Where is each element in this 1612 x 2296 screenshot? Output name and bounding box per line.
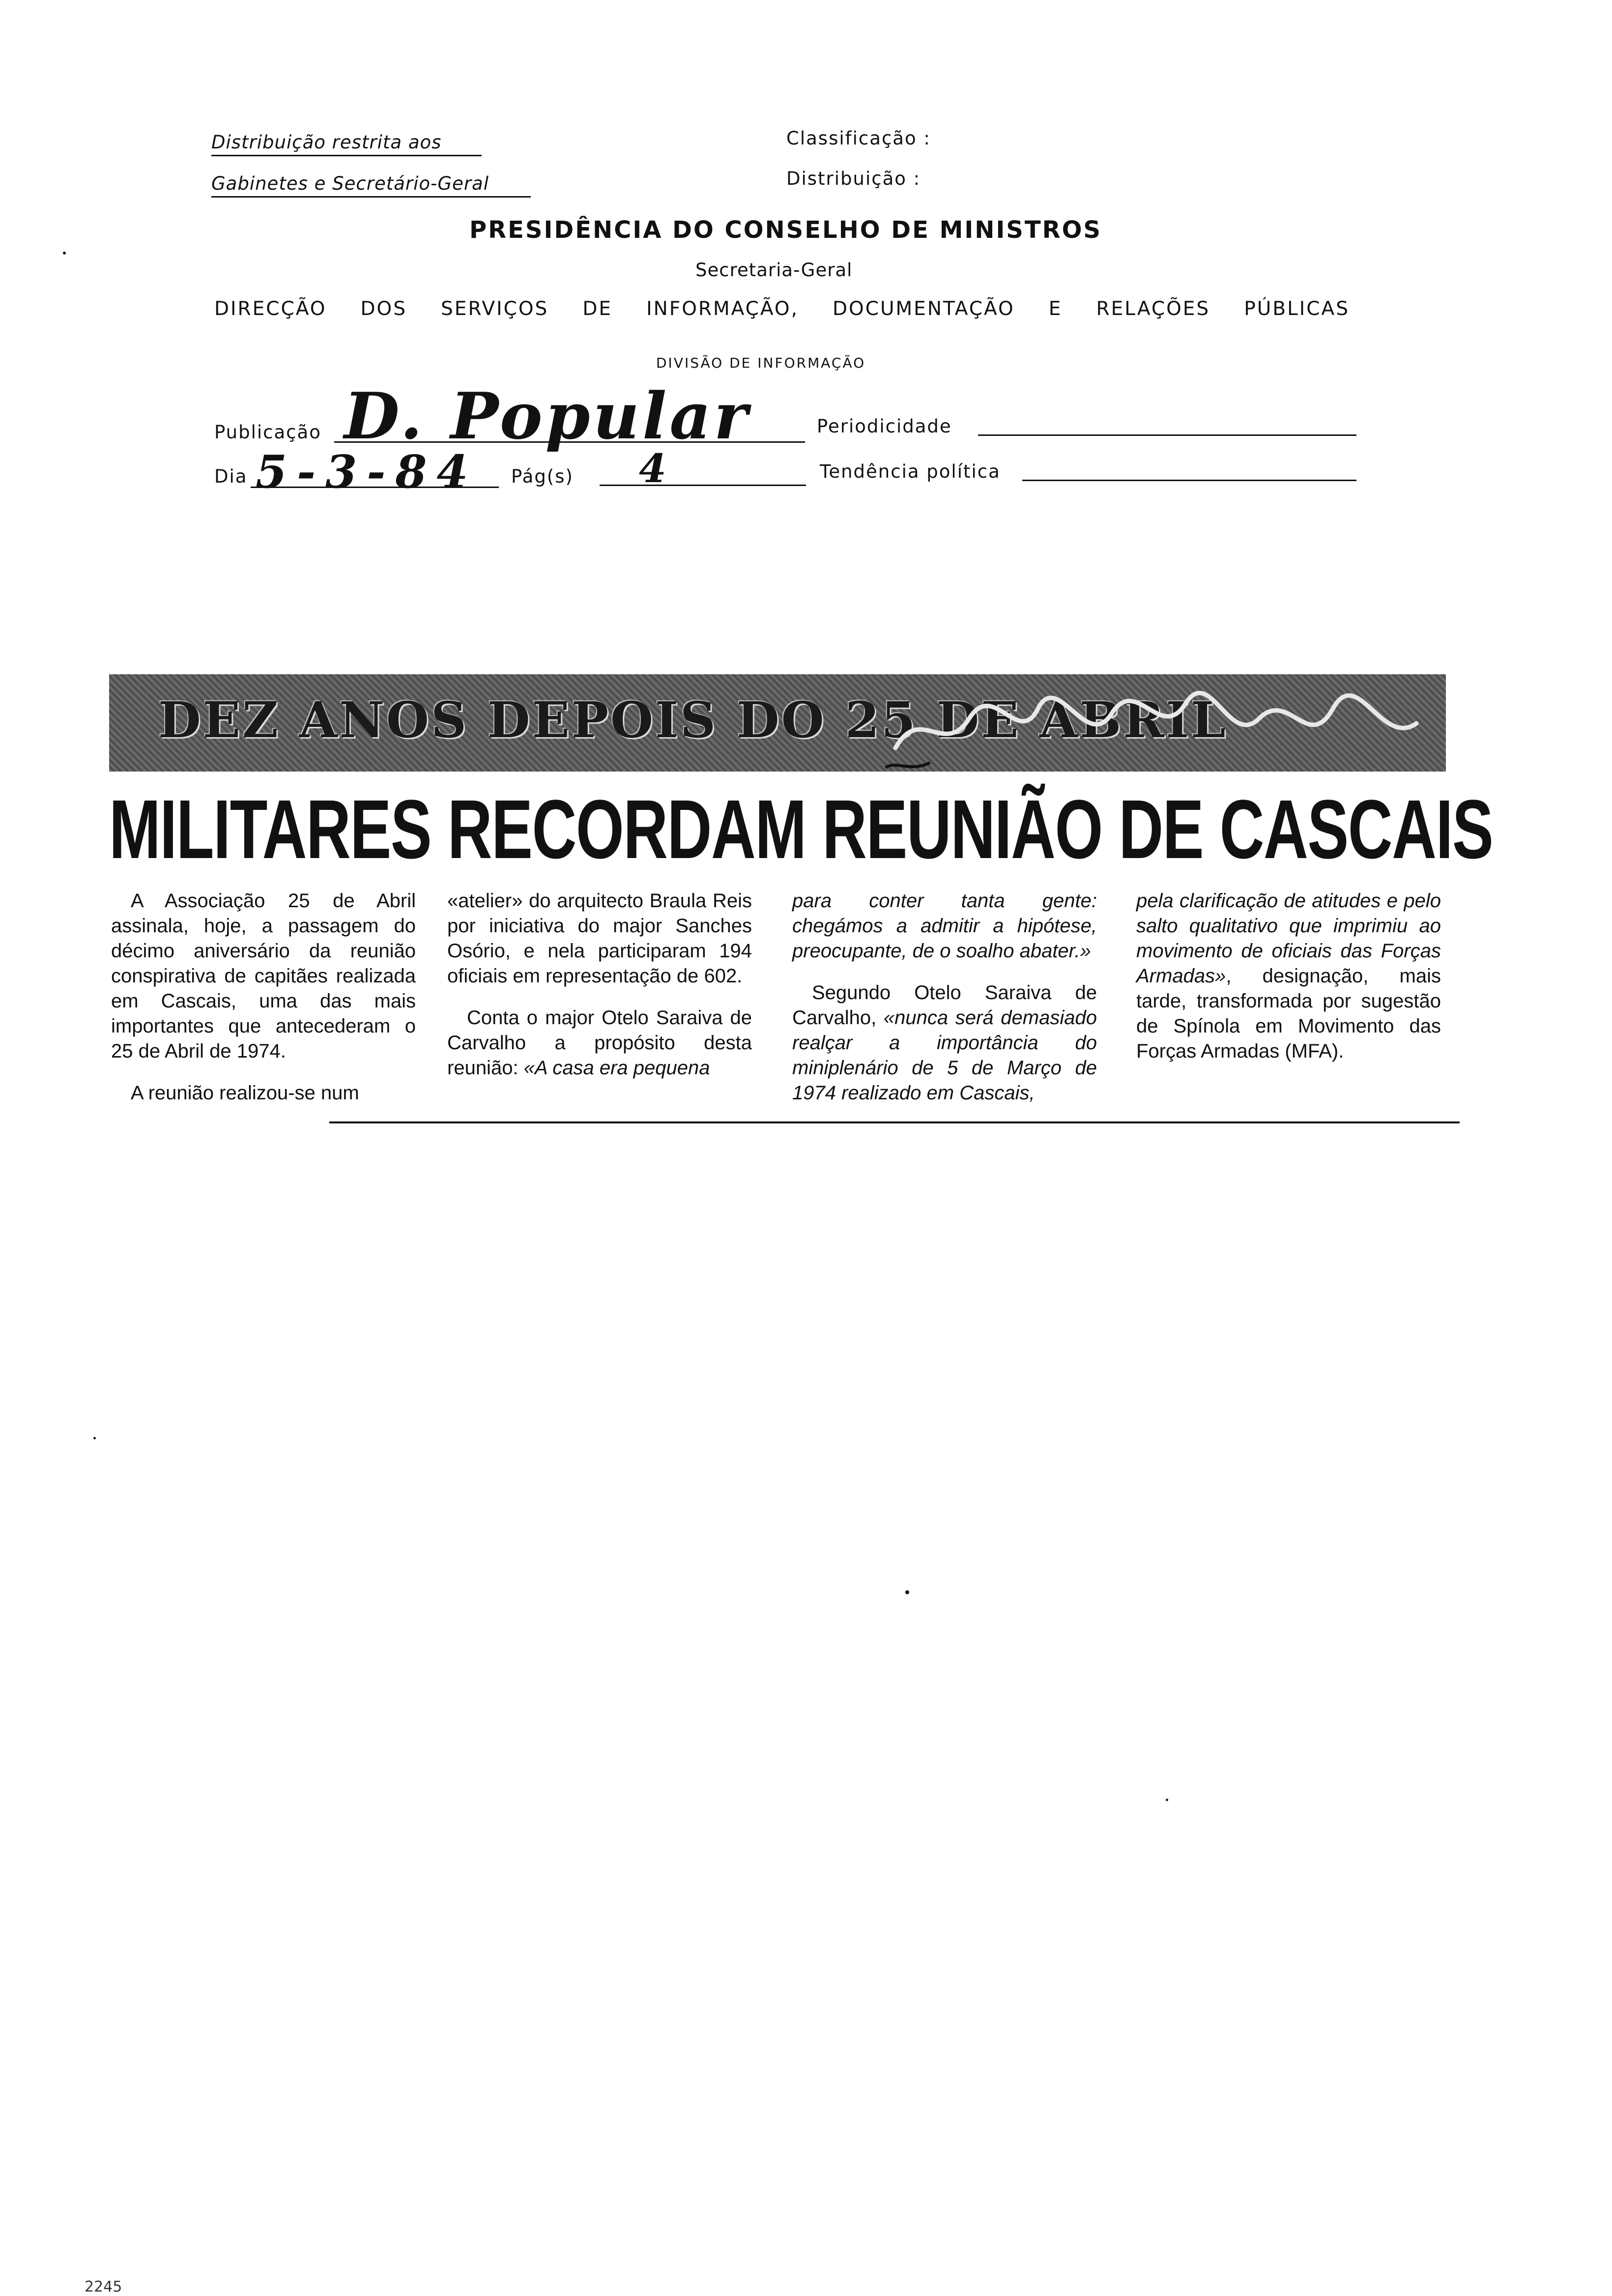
tendencia-label: Tendência política <box>820 461 1001 482</box>
kicker-text: DEZ ANOS DEPOIS DO 25 DE ABRIL <box>158 691 1228 749</box>
tendencia-field-line <box>1022 480 1356 481</box>
article-paragraph: A reunião realizou-se num <box>131 1082 359 1104</box>
article-quote: pela clarificação de atitudes e pelo salto qualitativo que imprimiu ao movimento de oficiais das Forças Armadas» <box>1136 890 1441 987</box>
pags-field-line <box>600 485 806 486</box>
scan-speck <box>93 1437 96 1439</box>
handwritten-scribble-icon <box>876 674 1436 772</box>
publicacao-handwritten-value: D. Popular <box>344 378 751 454</box>
periodicidade-label: Periodicidade <box>817 416 952 437</box>
article-quote: para conter tanta gente: chegámos a admitir a hipótese, preocupante, de o soalho abater.» <box>792 890 1097 962</box>
direccao-word: DIRECÇÃO <box>214 298 327 320</box>
restricted-distribution-line-1: Distribuição restrita aos <box>211 132 482 156</box>
periodicidade-field-line <box>978 434 1356 436</box>
article-paragraph: «atelier» do arquitecto Braula Reis por iniciativa do major Sanches Osório, e nela participaram 194 oficiais em representação de 602. <box>447 890 752 987</box>
direccao-word: PÚBLICAS <box>1244 298 1350 320</box>
dia-handwritten-value: 5-3-84 <box>256 445 478 498</box>
direccao-word: DE <box>582 298 613 320</box>
article-paragraph <box>792 980 1097 1106</box>
direccao-word: INFORMAÇÃO, <box>646 298 799 320</box>
scan-speck <box>1166 1799 1168 1801</box>
restricted-distribution-line-2: Gabinetes e Secretário-Geral <box>211 173 531 198</box>
direccao-word: DOS <box>360 298 407 320</box>
pags-label: Pág(s) <box>511 466 574 487</box>
article-text: , designação, mais tarde, transformada por sugestão de Spínola em Movimento das Forças Armadas (MFA). <box>1136 965 1441 1062</box>
scan-speck <box>905 1590 909 1594</box>
distribuicao-label: Distribuição : <box>786 168 921 189</box>
scan-speck <box>63 252 66 255</box>
direccao-heading <box>214 298 1350 320</box>
dia-label: Dia <box>214 466 248 487</box>
publicacao-label: Publicação <box>214 422 321 443</box>
article-column-2 <box>447 889 752 1097</box>
secretaria-subtitle: Secretaria-Geral <box>695 259 853 281</box>
article-bottom-rule <box>329 1121 1460 1123</box>
presidencia-title: PRESIDÊNCIA DO CONSELHO DE MINISTROS <box>469 216 1102 244</box>
article-column-3 <box>792 889 1097 1122</box>
article-paragraph <box>447 1005 752 1081</box>
article-quote: «A casa era pequena <box>523 1057 710 1079</box>
kicker-banner <box>109 674 1446 772</box>
article-column-1 <box>111 889 416 1122</box>
divisao-label: DIVISÃO DE INFORMAÇÃO <box>656 355 866 371</box>
article-column-4 <box>1136 889 1441 1081</box>
classificacao-label: Classificação : <box>786 128 931 149</box>
direccao-word: DOCUMENTAÇÃO <box>833 298 1015 320</box>
article-paragraph <box>1136 889 1441 1064</box>
direccao-word: SERVIÇOS <box>441 298 549 320</box>
article-quote: «nunca será demasiado realçar a importância do miniplenário de 5 de Março de 1974 realizado em Cascais, <box>792 1007 1097 1104</box>
direccao-word: E <box>1048 298 1063 320</box>
direccao-word: RELAÇÕES <box>1096 298 1210 320</box>
footer-mark: 2245 <box>85 2278 122 2296</box>
article-text: Conta o major Otelo Saraiva de Carvalho a propósito desta reunião: <box>447 1007 752 1079</box>
article-paragraph: A Associação 25 de Abril assinala, hoje, a passagem do décimo aniversário da reunião conspirativa de capitães realizada em Cascais, uma das mais importantes que antecederam o 25 de Abril de 1974. <box>111 890 416 1062</box>
article-headline: MILITARES RECORDAM REUNIÃO DE CASCAIS <box>109 783 1493 876</box>
pags-handwritten-value: 4 <box>639 445 666 491</box>
article-text: Segundo Otelo Saraiva de Carvalho, <box>792 982 1097 1029</box>
